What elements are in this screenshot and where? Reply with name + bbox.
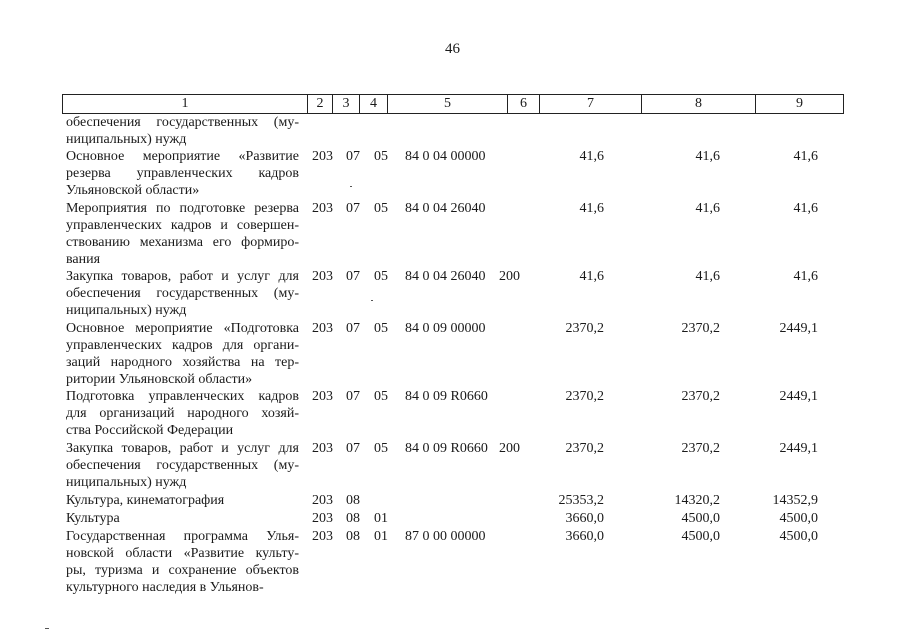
row-description-line: вания [66, 252, 101, 267]
cell-c7: 41,6 [579, 149, 604, 164]
header-col-3: 3 [332, 95, 359, 113]
cell-c4: 05 [374, 201, 388, 216]
cell-c8: 4500,0 [681, 511, 720, 526]
row-description-line: Закупка товаров, работ и услуг для [66, 269, 299, 284]
row-description-line: Мероприятия по подготовке резерва [66, 201, 299, 216]
cell-c5: 84 0 04 26040 [405, 269, 486, 284]
row-description-line: Основное мероприятие «Развитие [66, 149, 299, 164]
cell-c4: 05 [374, 441, 388, 456]
cell-c2: 203 [312, 201, 333, 216]
cell-c4: 05 [374, 269, 388, 284]
header-col-9: 9 [755, 95, 843, 113]
header-col-6: 6 [507, 95, 539, 113]
header-col-8: 8 [641, 95, 755, 113]
cell-c7: 2370,2 [565, 441, 604, 456]
row-description-line: ниципальных) нужд [66, 132, 187, 147]
row-description-line: Ульяновской области» [66, 183, 200, 198]
cell-c2: 203 [312, 441, 333, 456]
row-description-line: Государственная программа Улья- [66, 529, 299, 544]
row-description-line: для организаций народного хозяй- [66, 406, 299, 421]
scan-speck [45, 628, 49, 629]
cell-c3: 08 [346, 493, 360, 508]
header-col-4: 4 [359, 95, 387, 113]
row-description-line: обеспечения государственных (му- [66, 458, 299, 473]
cell-c4: 01 [374, 529, 388, 544]
scan-speck [371, 300, 373, 301]
row-description-line: ства Российской Федерации [66, 423, 234, 438]
row-description-line: Закупка товаров, работ и услуг для [66, 441, 299, 456]
cell-c5: 87 0 00 00000 [405, 529, 486, 544]
cell-c8: 41,6 [695, 149, 720, 164]
cell-c5: 84 0 09 00000 [405, 321, 486, 336]
row-description-line: Культура [66, 511, 120, 526]
row-description-line: обеспечения государственных (му- [66, 286, 299, 301]
cell-c9: 2449,1 [779, 389, 818, 404]
cell-c3: 07 [346, 201, 360, 216]
row-description-line: управленческих кадров для органи- [66, 338, 299, 353]
cell-c8: 14320,2 [674, 493, 720, 508]
row-description-line: ры, туризма и сохранение объектов [66, 563, 299, 578]
cell-c9: 4500,0 [779, 529, 818, 544]
cell-c7: 25353,2 [558, 493, 604, 508]
cell-c9: 41,6 [793, 201, 818, 216]
table-header-row [62, 94, 844, 114]
row-description-line: ритории Ульяновской области» [66, 372, 253, 387]
header-col-7: 7 [539, 95, 641, 113]
cell-c3: 07 [346, 389, 360, 404]
scan-speck [350, 186, 352, 187]
cell-c8: 41,6 [695, 269, 720, 284]
cell-c2: 203 [312, 511, 333, 526]
header-col-2: 2 [307, 95, 332, 113]
cell-c8: 41,6 [695, 201, 720, 216]
cell-c4: 05 [374, 389, 388, 404]
header-col-5: 5 [387, 95, 507, 113]
cell-c4: 05 [374, 149, 388, 164]
cell-c3: 08 [346, 529, 360, 544]
cell-c7: 41,6 [579, 269, 604, 284]
row-description-line: Культура, кинематография [66, 493, 225, 508]
cell-c9: 2449,1 [779, 321, 818, 336]
cell-c7: 3660,0 [565, 511, 604, 526]
cell-c7: 2370,2 [565, 321, 604, 336]
cell-c3: 07 [346, 441, 360, 456]
cell-c7: 3660,0 [565, 529, 604, 544]
cell-c6: 200 [499, 269, 520, 284]
cell-c8: 2370,2 [681, 321, 720, 336]
cell-c9: 41,6 [793, 149, 818, 164]
cell-c7: 41,6 [579, 201, 604, 216]
cell-c3: 08 [346, 511, 360, 526]
row-description-line: ниципальных) нужд [66, 303, 187, 318]
row-description-line: резерва управленческих кадров [66, 166, 299, 181]
row-description-line: Основное мероприятие «Подготовка [66, 321, 299, 336]
cell-c9: 41,6 [793, 269, 818, 284]
cell-c9: 2449,1 [779, 441, 818, 456]
page-number: 46 [445, 41, 460, 57]
cell-c2: 203 [312, 389, 333, 404]
cell-c9: 4500,0 [779, 511, 818, 526]
cell-c4: 05 [374, 321, 388, 336]
cell-c5: 84 0 04 26040 [405, 201, 486, 216]
cell-c8: 2370,2 [681, 389, 720, 404]
row-description-line: ниципальных) нужд [66, 475, 187, 490]
cell-c2: 203 [312, 321, 333, 336]
row-description-line: Подготовка управленческих кадров [66, 389, 299, 404]
cell-c2: 203 [312, 529, 333, 544]
cell-c2: 203 [312, 269, 333, 284]
cell-c7: 2370,2 [565, 389, 604, 404]
row-description-line: заций народного хозяйства на тер- [66, 355, 299, 370]
cell-c9: 14352,9 [772, 493, 818, 508]
cell-c5: 84 0 09 R0660 [405, 441, 488, 456]
header-col-1: 1 [181, 96, 189, 111]
row-description-line: культурного наследия в Ульянов- [66, 580, 264, 595]
cell-c3: 07 [346, 321, 360, 336]
cell-c2: 203 [312, 149, 333, 164]
cell-c2: 203 [312, 493, 333, 508]
cell-c4: 01 [374, 511, 388, 526]
row-description-line: обеспечения государственных (му- [66, 115, 299, 130]
row-description-line: ствованию механизма его формиро- [66, 235, 299, 250]
cell-c5: 84 0 09 R0660 [405, 389, 488, 404]
cell-c8: 2370,2 [681, 441, 720, 456]
cell-c5: 84 0 04 00000 [405, 149, 486, 164]
row-description-line: управленческих кадров и совершен- [66, 218, 299, 233]
cell-c3: 07 [346, 149, 360, 164]
row-description-line: новской области «Развитие культу- [66, 546, 299, 561]
cell-c8: 4500,0 [681, 529, 720, 544]
cell-c6: 200 [499, 441, 520, 456]
cell-c3: 07 [346, 269, 360, 284]
